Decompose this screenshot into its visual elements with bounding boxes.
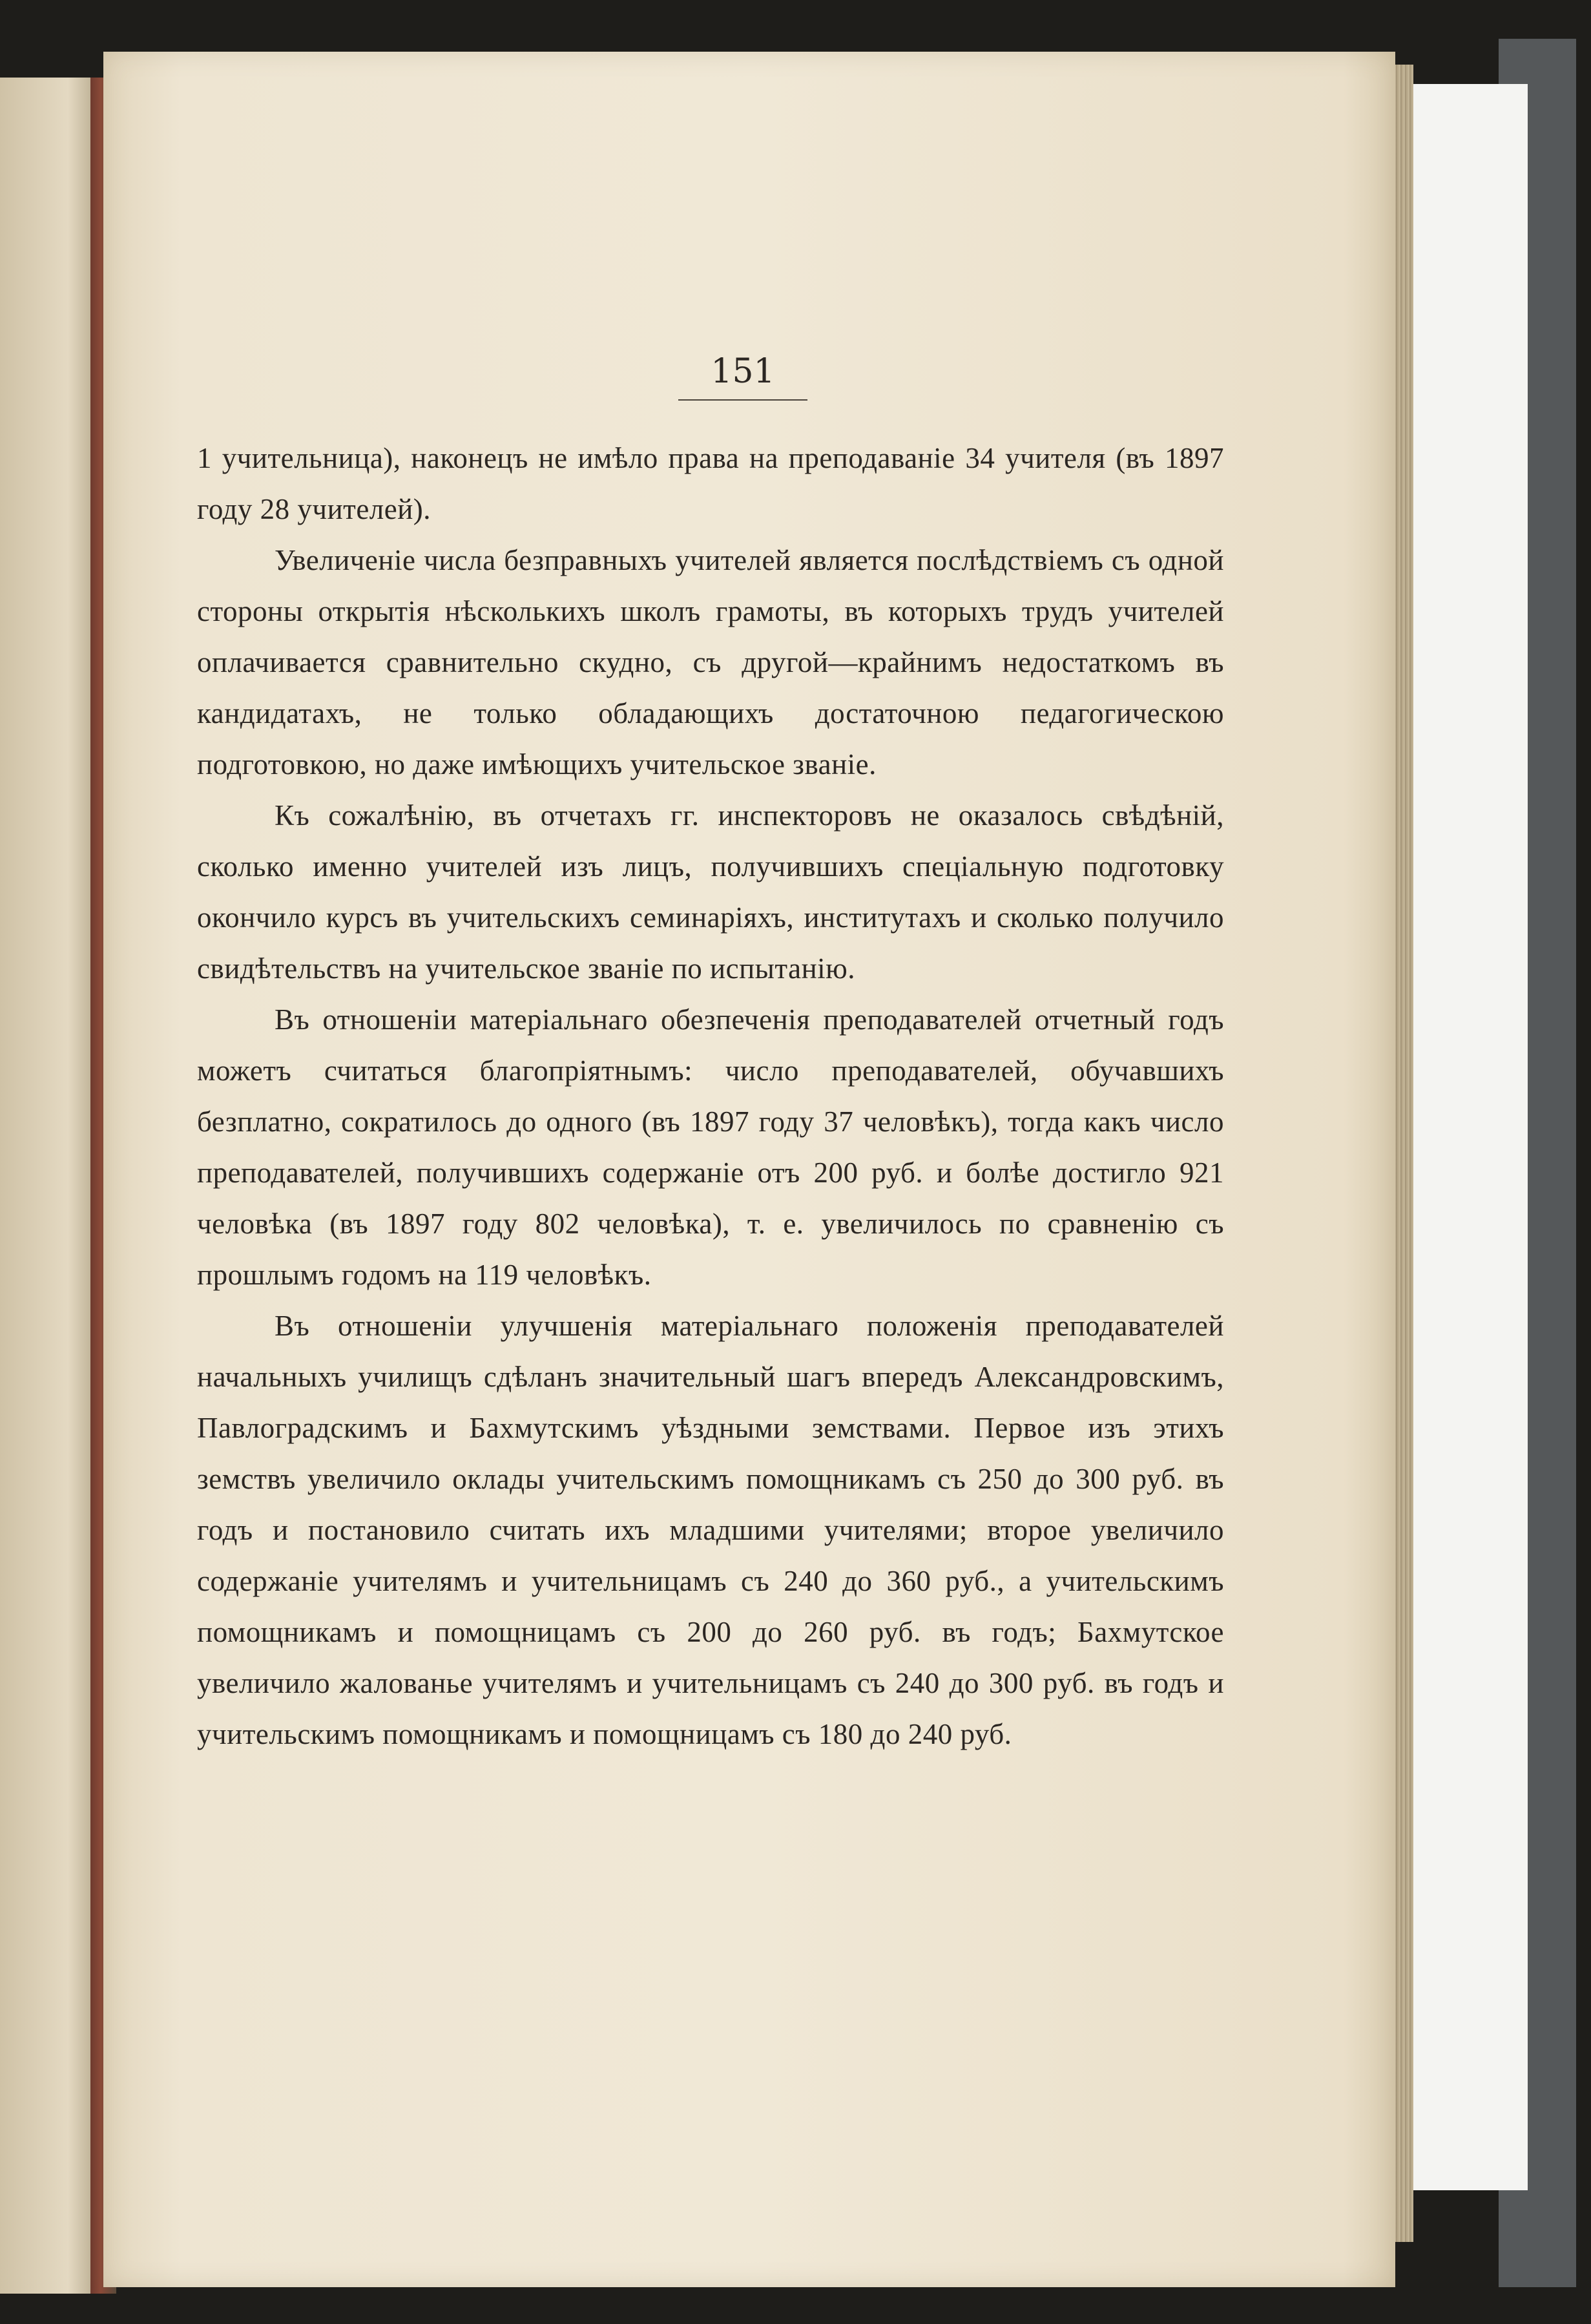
- paragraph-continuation: 1 учительница), наконецъ не имѣло права на преподаванiе 34 учителя (въ 1897 году 28 учителей).: [197, 442, 1224, 525]
- paragraph: Въ отношенiи улучшенiя матерiальнаго положенiя преподавателей начальныхъ училищъ сдѣланъ значительный шагъ впередъ Александровскимъ, Павлоградскимъ и Бахмутскимъ уѣздными земствами. Первое изъ этихъ земствъ увеличило оклады учительскимъ помощникамъ съ 250 до 300 руб. въ годъ и постановило считать ихъ младшими учителями; второе увеличило содержанiе учителямъ и учительницамъ съ 240 до 360 руб., а учительскимъ помощникамъ и помощницамъ съ 200 до 260 руб. въ годъ; Бахмутское увеличило жалованье учителямъ и учительницамъ съ 240 до 300 руб. въ годъ и учительскимъ помощникамъ и помощницамъ съ 180 до 240 руб.: [197, 1310, 1224, 1750]
- insert-sheet: [1395, 84, 1528, 2190]
- paragraph: Увеличенiе числа безправныхъ учителей является послѣдствiемъ съ одной стороны открытiя нѣсколькихъ школъ грамоты, въ которыхъ трудъ учителей оплачивается сравнительно скудно, съ другой—крайнимъ недостаткомъ въ кандидатахъ, не только обладающихъ достаточною педагогическою подготовкою, но даже имѣющихъ учительское званiе.: [197, 544, 1224, 780]
- book-page: [103, 52, 1395, 2287]
- page-number: 151: [711, 352, 775, 391]
- page-text: [197, 433, 1224, 1760]
- left-page-edge: [0, 78, 97, 2294]
- paragraph: Въ отношенiи матерiальнаго обезпеченiя преподавателей отчетный годъ можетъ считаться благопрiятнымъ: число преподавателей, обучавшихъ безплатно, сократилось до одного (въ 1897 году 37 человѣкъ), тогда какъ число преподавателей, получившихъ содержанiе отъ 200 руб. и болѣе достигло 921 человѣка (въ 1897 году 802 человѣка), т. е. увеличилось по сравненiю съ прошлымъ годомъ на 119 человѣкъ.: [197, 1003, 1224, 1291]
- page-number-rule: [678, 399, 807, 401]
- paragraph: Къ сожалѣнiю, въ отчетахъ гг. инспекторовъ не оказалось свѣдѣнiй, сколько именно учителей изъ лицъ, получившихъ спецiальную подготовку окончило курсъ въ учительскихъ семинарiяхъ, институтахъ и сколько получило свидѣтельствъ на учительское званiе по испытанiю.: [197, 799, 1224, 985]
